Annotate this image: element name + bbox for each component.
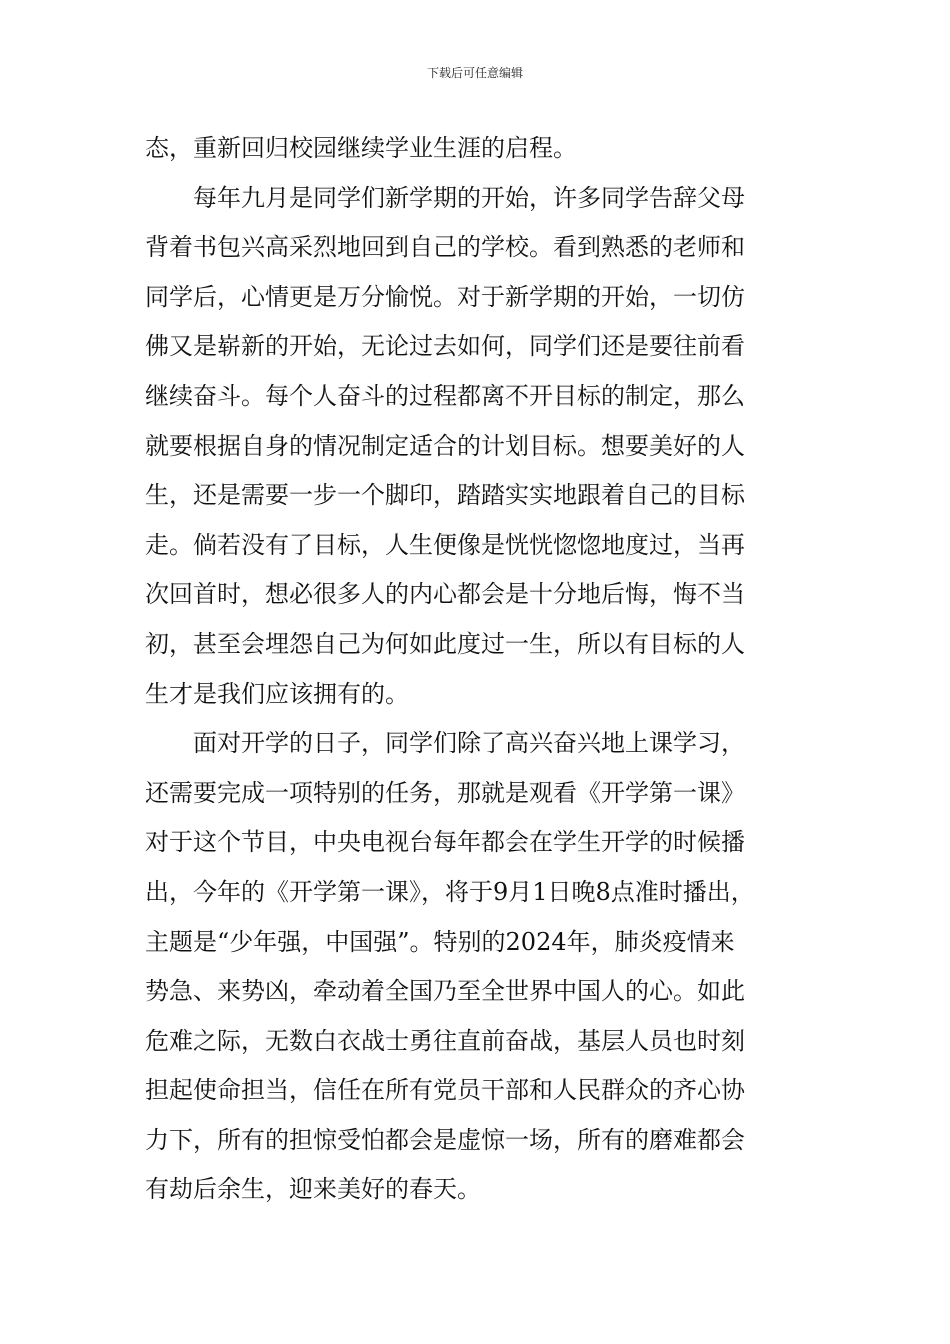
text-line: 就要根据自身的情况制定适合的计划目标。想要美好的人 bbox=[145, 431, 745, 460]
text-line: 走。倘若没有了目标，人生便像是恍恍惚惚地度过，当再 bbox=[145, 530, 745, 559]
text-line: 佛又是崭新的开始，无论过去如何，同学们还是要往前看 bbox=[145, 332, 745, 361]
text-line: 担起使命担当，信任在所有党员干部和人民群众的齐心协 bbox=[145, 1076, 745, 1105]
text-line: 同学后，心情更是万分愉悦。对于新学期的开始，一切仿 bbox=[145, 282, 745, 311]
page-header: 下载后可任意编辑 bbox=[426, 66, 523, 80]
text-line: 有劫后余生，迎来美好的春天。 bbox=[145, 1175, 481, 1204]
text-line: 力下，所有的担惊受怕都会是虚惊一场，所有的磨难都会 bbox=[145, 1125, 745, 1154]
text-line: 主题是“少年强，中国强”。特别的2024年，肺炎疫情来 bbox=[145, 927, 735, 956]
text-line: 继续奋斗。每个人奋斗的过程都离不开目标的制定，那么 bbox=[145, 381, 745, 410]
document-body bbox=[145, 124, 825, 1215]
text-line: 态，重新回归校园继续学业生涯的启程。 bbox=[145, 134, 577, 162]
text-line: 还需要完成一项特别的任务，那就是观看《开学第一课》 bbox=[145, 778, 745, 807]
text-line: 势急、来势凶，牵动着全国乃至全世界中国人的心。如此 bbox=[145, 977, 745, 1006]
text-line: 出，今年的《开学第一课》，将于9月1日晚8点准时播出， bbox=[145, 877, 755, 906]
paragraph-first-line: 面对开学的日子，同学们除了高兴奋兴地上课学习， bbox=[193, 729, 745, 758]
text-line: 生，还是需要一步一个脚印，踏踏实实地跟着自己的目标 bbox=[145, 481, 745, 510]
text-line: 次回首时，想必很多人的内心都会是十分地后悔，悔不当 bbox=[145, 580, 745, 609]
paragraph-first-line: 每年九月是同学们新学期的开始，许多同学告辞父母 bbox=[193, 183, 745, 212]
text-line: 初，甚至会埋怨自己为何如此度过一生，所以有目标的人 bbox=[145, 629, 745, 658]
text-line: 危难之际，无数白衣战士勇往直前奋战，基层人员也时刻 bbox=[145, 1026, 745, 1055]
text-line: 背着书包兴高采烈地回到自己的学校。看到熟悉的老师和 bbox=[145, 233, 745, 262]
text-line: 对于这个节目，中央电视台每年都会在学生开学的时候播 bbox=[145, 828, 745, 857]
text-line: 生才是我们应该拥有的。 bbox=[145, 679, 409, 708]
